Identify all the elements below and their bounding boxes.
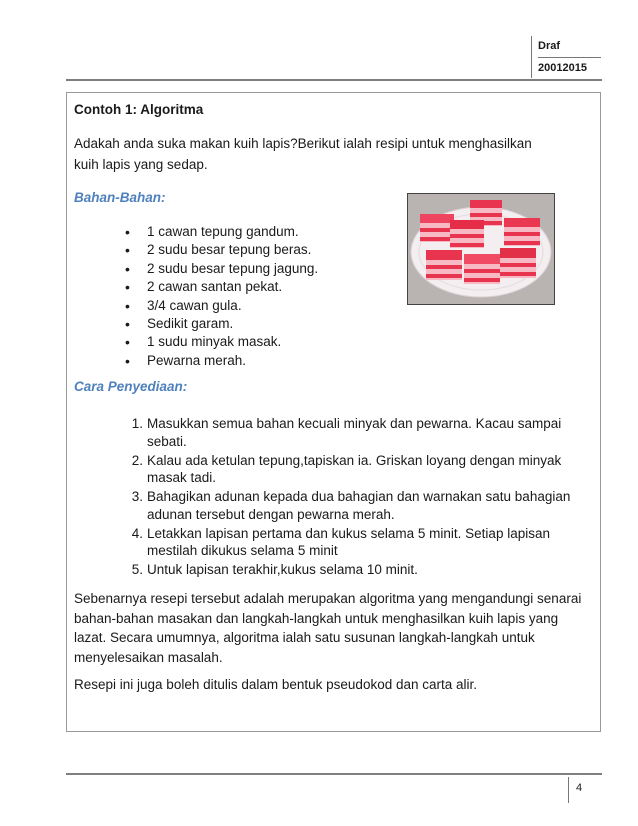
list-item	[115, 525, 591, 560]
step-number: 2.	[131, 452, 143, 468]
page-number: 4	[568, 777, 582, 803]
draft-tag	[531, 36, 601, 78]
step-text: Masukkan semua bahan kecuali minyak dan pewarna. Kacau sampai sebati.	[147, 416, 562, 449]
list-item: • 2 sudu besar tepung beras.	[125, 241, 318, 259]
example-box	[66, 92, 601, 732]
step-number: 1.	[131, 416, 143, 431]
list-item	[115, 561, 591, 579]
step-text: Kalau ada ketulan tepung,tapiskan ia. Griskan loyang dengan minyak masak tadi.	[147, 452, 562, 485]
kuih-lapis-photo	[407, 193, 555, 305]
list-item	[115, 452, 591, 487]
section-title: Contoh 1: Algoritma	[74, 102, 204, 117]
list-item: • 2 sudu besar tepung jagung.	[125, 260, 318, 278]
steps-heading: Cara Penyediaan:	[74, 379, 188, 394]
draft-code: 20012015	[538, 62, 587, 74]
step-text: Bahagikan adunan kepada dua bahagian dan warnakan satu bahagian adunan tersebut dengan pewarna merah.	[147, 489, 571, 522]
step-number: 4.	[131, 525, 143, 541]
list-item: • 2 cawan santan pekat.	[125, 278, 318, 296]
explanation-paragraph: Sebenarnya resepi tersebut adalah merupakan algoritma yang mengandungi senarai bahan-bahan masakan dan langkah-langkah untuk menghasilkan kuih lapis yang lazat. Secara umumnya, algoritma ialah satu susunan langkah-langkah untuk menyelesaikan masalah.	[74, 591, 582, 665]
step-text: Untuk lapisan terakhir,kukus selama 10 minit.	[147, 562, 418, 577]
draft-label: Draf	[538, 36, 601, 58]
ingredients-list	[125, 223, 318, 370]
intro-text: Adakah anda suka makan kuih lapis?Berikut ialah resipi untuk menghasilkan kuih lapis yang sedap.	[74, 136, 532, 172]
kuih-lapis-image	[408, 194, 554, 304]
step-number: 3.	[131, 489, 143, 504]
list-item: • Sedikit garam.	[125, 315, 318, 333]
footer-rule	[66, 773, 602, 775]
step-text: Letakkan lapisan pertama dan kukus selama 5 minit. Setiap lapisan mestilah dikukus selama 5 minit	[147, 525, 550, 558]
list-item: • 1 cawan tepung gandum.	[125, 223, 318, 241]
step-number: 5.	[131, 562, 143, 577]
header-rule	[66, 79, 602, 81]
list-item: • 1 sudu minyak masak.	[125, 333, 318, 351]
steps-list	[115, 415, 591, 580]
list-item	[115, 488, 591, 523]
ingredients-heading: Bahan-Bahan:	[74, 190, 166, 205]
list-item: • 3/4 cawan gula.	[125, 297, 318, 315]
list-item: • Pewarna merah.	[125, 352, 318, 370]
closing-paragraph: Resepi ini juga boleh ditulis dalam bentuk pseudokod dan carta alir.	[74, 677, 478, 692]
list-item	[115, 415, 591, 450]
